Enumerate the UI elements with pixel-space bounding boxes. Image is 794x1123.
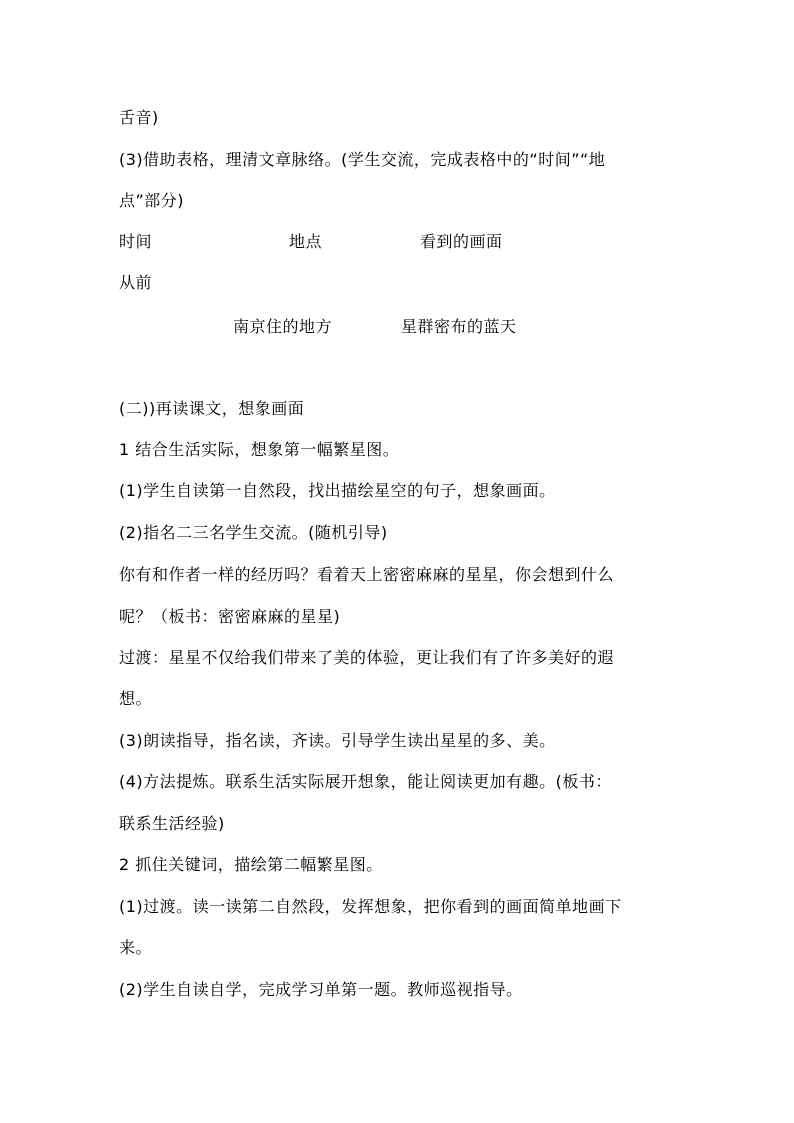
paragraph-line: 舌音) <box>119 108 159 127</box>
table-cell-scene: 星群密布的蓝天 <box>401 317 517 336</box>
paragraph-line: (2)指名二三名学生交流。(随机引导) <box>119 523 388 542</box>
paragraph-line: (4)方法提炼。联系生活实际展开想象，能让阅读更加有趣。(板书： <box>119 772 612 791</box>
paragraph-line: (2)学生自读自学，完成学习单第一题。教师巡视指导。 <box>119 980 523 999</box>
paragraph-line: 呢？（板书：密密麻麻的星星) <box>119 607 341 626</box>
paragraph-line: 联系生活经验) <box>119 814 225 833</box>
paragraph-line: (1)学生自读第一自然段，找出描绘星空的句子，想象画面。 <box>119 481 556 500</box>
paragraph-line: 你有和作者一样的经历吗？看着天上密密麻麻的星星，你会想到什么 <box>119 565 615 584</box>
table-cell-place: 南京住的地方 <box>233 317 333 336</box>
section-heading: (二))再读课文，想象画面 <box>119 399 305 418</box>
table-header-scene: 看到的画面 <box>420 232 503 251</box>
paragraph-line: 来。 <box>119 938 153 957</box>
paragraph-line: 2 抓住关键词，描绘第二幅繁星图。 <box>119 855 383 874</box>
paragraph-line: 点”部分) <box>119 191 185 210</box>
paragraph-line: 过渡：星星不仅给我们带来了美的体验，更让我们有了许多美好的遐 <box>119 648 615 667</box>
paragraph-line: (3)借助表格，理清文章脉络。(学生交流，完成表格中的“时间”“地 <box>119 150 606 169</box>
paragraph-line: (1)过渡。读一读第二自然段，发挥想象，把你看到的画面简单地画下 <box>119 897 622 916</box>
table-cell-time: 从前 <box>119 273 153 292</box>
table-header-time: 时间 <box>119 232 153 251</box>
table-header-place: 地点 <box>289 232 323 251</box>
paragraph-line: (3)朗读指导，指名读，齐读。引导学生读出星星的多、美。 <box>119 731 556 750</box>
paragraph-line: 1 结合生活实际，想象第一幅繁星图。 <box>119 440 400 459</box>
paragraph-line: 想。 <box>119 689 153 708</box>
